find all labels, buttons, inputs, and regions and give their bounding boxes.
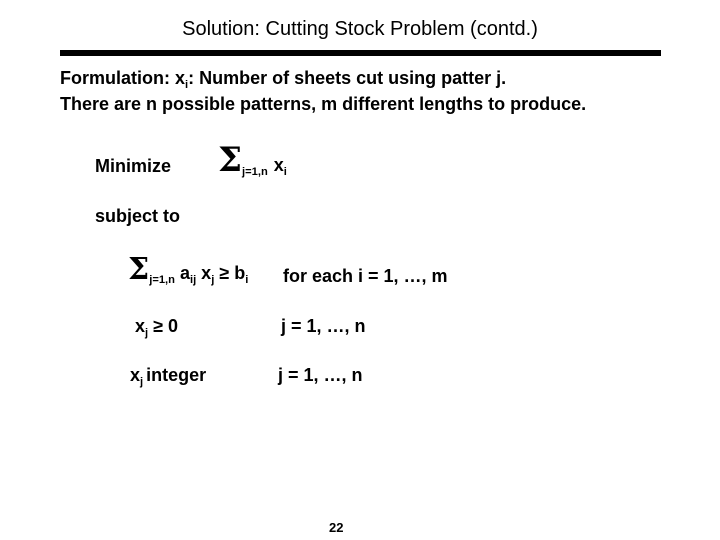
- objective-expression: [218, 140, 287, 180]
- constraint-sum: [128, 252, 248, 287]
- rhs: b: [234, 263, 246, 283]
- subject-to-label: subject to: [95, 206, 181, 226]
- operator: ≥: [219, 263, 230, 283]
- nonnegativity-condition: j = 1, …, n: [281, 316, 366, 336]
- integer-constraint: [130, 365, 206, 386]
- variable-subscript: j: [140, 376, 144, 388]
- variable: x: [135, 316, 146, 336]
- coefficient: a: [179, 263, 190, 283]
- variable: x: [130, 365, 141, 385]
- constraint-sum-condition: for each i = 1, …, m: [283, 266, 448, 286]
- sigma-symbol: Σ: [218, 140, 243, 180]
- coefficient-subscript: ij: [189, 274, 197, 286]
- sigma-symbol: Σ: [128, 252, 150, 287]
- nonnegativity-constraint: [135, 316, 178, 337]
- rhs-subscript: i: [245, 274, 249, 286]
- constraint-sum-range: j=1,n: [149, 274, 175, 286]
- variable: x: [201, 263, 212, 283]
- formulation-line-1: [60, 68, 506, 89]
- title-divider: [60, 50, 661, 56]
- objective-range: j=1,n: [242, 166, 268, 178]
- constraint-rhs: ≥ 0: [153, 316, 179, 336]
- objective-variable: x: [273, 155, 284, 175]
- page-title: Solution: Cutting Stock Problem (contd.): [182, 18, 538, 40]
- objective-label: Minimize: [95, 156, 172, 176]
- integer-condition: j = 1, …, n: [278, 365, 363, 385]
- formulation-label: Formulation: x: [60, 68, 185, 88]
- formulation-definition: : Number of sheets cut using patter j.: [188, 68, 507, 88]
- objective-variable-subscript: i: [283, 166, 287, 178]
- formulation-line-2: There are n possible patterns, m different lengths to produce.: [60, 94, 587, 114]
- variable-subscript: j: [211, 274, 215, 286]
- constraint-rhs: integer: [146, 365, 207, 385]
- page-number: 22: [329, 520, 344, 535]
- formulation-subscript: i: [185, 79, 189, 91]
- variable-subscript: j: [145, 327, 149, 339]
